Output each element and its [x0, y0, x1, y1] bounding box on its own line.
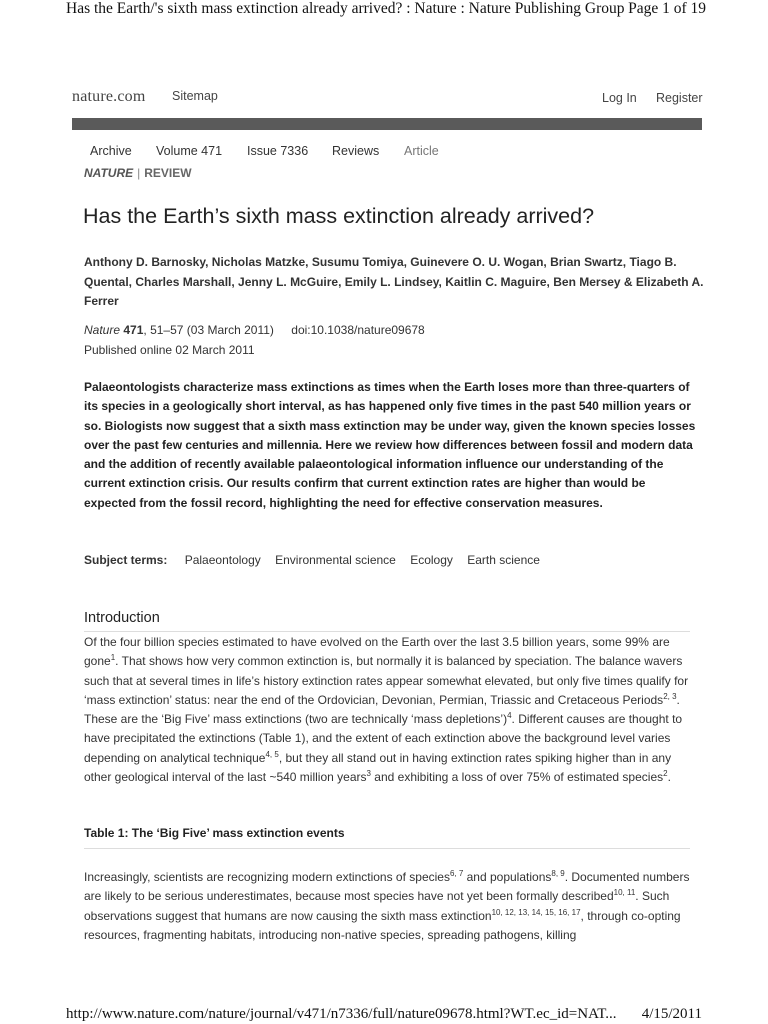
nature-logo[interactable]: nature.com: [72, 88, 146, 105]
breadcrumb-reviews[interactable]: Reviews: [332, 144, 380, 158]
breadcrumb-issue[interactable]: Issue 7336: [247, 144, 309, 158]
reference-link[interactable]: 3: [366, 769, 371, 779]
reference-link[interactable]: 2: [663, 769, 668, 779]
introduction-heading: Introduction: [84, 610, 160, 626]
print-footer-url: http://www.nature.com/nature/journal/v471/n7336/full/nature09678.html?WT.ec_id=NAT...: [66, 1006, 617, 1022]
journal-label[interactable]: NATURE: [84, 166, 134, 180]
intro-paragraph-1: Of the four billion species estimated to have evolved on the Earth over the last 3.5 billion years, some 99% are gone$^1$. That shows how very common extinction is, but normally it is balanced by speciation. The balance wavers such that at several times in life’s history extinction rates appear somewhat elevated, but only five times qualify for ‘mass extinction’ status: near the end of the Ordovician, Devonian, Permian, Triassic and Cretaceous Periods$^{2, 3}$. These are the ‘Big Five’ mass extinctions (two are technically ‘mass depletions’)$^4$. Different causes are thought to have precipitated the extinctions (Table 1), and the extent of each extinction above the background level varies depending on analytical technique$^{4, 5}$, but they all stand out in having extinction rates spiking higher than in any other geological interval of the last ~540 million years$^3$ and exhibiting a loss of over 75% of estimated species$^2$.: [84, 635, 689, 785]
section-separator: |: [137, 166, 141, 180]
reference-link[interactable]: 1: [110, 653, 116, 663]
subject-term-link[interactable]: Environmental science: [275, 553, 396, 567]
section-rule: [84, 631, 690, 632]
citation-volume: 471: [123, 323, 144, 337]
subject-term-link[interactable]: Palaeontology: [184, 553, 261, 567]
article-type-label[interactable]: REVIEW: [144, 166, 192, 180]
reference-link[interactable]: 8, 9: [551, 869, 565, 878]
reference-link[interactable]: 10, 11: [613, 888, 636, 898]
breadcrumb-volume[interactable]: Volume 471: [156, 144, 223, 158]
breadcrumb-article: Article: [404, 144, 439, 158]
sitemap-link[interactable]: Sitemap: [172, 89, 218, 103]
reference-link[interactable]: 4, 5: [265, 749, 279, 759]
intro-paragraph-2: Increasingly, scientists are recognizing modern extinctions of species$^{6, 7}$ and populations$^{8, 9}$. Documented numbers are likely to be serious underestimates, because most species have not yet been formally described$^{10, 11}$. Such observations suggest that humans are now causing the sixth mass extinction$^{10, 12, 13, 14, 15, 16, 17}$, through co-opting resources, fragmenting habitats, introducing non-native species, spreading pathogens, killing: [84, 869, 690, 942]
subject-terms: [84, 553, 551, 567]
subject-term-link[interactable]: Ecology: [410, 553, 453, 567]
site-header: [72, 88, 702, 108]
reference-link[interactable]: 4: [507, 711, 512, 721]
section-label: [84, 166, 192, 180]
article-title: Has the Earth’s sixth mass extinction already arrived?: [83, 204, 595, 228]
table-1-heading[interactable]: Table 1: The ‘Big Five’ mass extinction events: [84, 826, 345, 840]
header-divider-bar: [72, 118, 702, 130]
abstract: Palaeontologists characterize mass extinctions as times when the Earth loses more than three-quarters of its species in a geologically short interval, as has happened only five times in the past 540 million years or so. Biologists now suggest that a sixth mass extinction may be under way, given the known species losses over the past few centuries and millennia. Here we review how differences between fossil and modern data and the addition of recently available palaeontological information influence our understanding of the current extinction crisis. Our results confirm that current extinction rates are higher than would be expected from the fossil record, highlighting the need for effective conservation measures.: [84, 380, 696, 510]
citation-line: [84, 320, 425, 340]
print-footer: [66, 1006, 702, 1023]
published-date: Published online 02 March 2011: [84, 343, 255, 357]
subject-term-link[interactable]: Earth science: [467, 553, 540, 567]
print-header: [66, 0, 706, 18]
reference-link[interactable]: 6, 7: [449, 869, 464, 878]
print-footer-date: 4/15/2011: [641, 1006, 702, 1022]
reference-link[interactable]: 2, 3: [663, 691, 677, 701]
print-header-page: Page 1 of 19: [628, 0, 706, 17]
subject-terms-label: Subject terms:: [84, 553, 168, 567]
reference-link[interactable]: 10, 12, 13, 14, 15, 16, 17: [491, 907, 581, 917]
author-list[interactable]: Anthony D. Barnosky, Nicholas Matzke, Susumu Tomiya, Guinevere O. U. Wogan, Brian Swartz, Tiago B. Quental, Charles Marshall, Jenny L. McGuire, Emily L. Lindsey, Kaitlin C. Maguire, Ben Mersey & Elizabeth A. Ferrer: [84, 255, 704, 308]
register-link[interactable]: Register: [656, 91, 703, 105]
citation: [84, 320, 425, 360]
citation-pages: , 51–57 (03 March 2011): [143, 323, 274, 337]
table-rule: [84, 848, 690, 849]
breadcrumb-archive[interactable]: Archive: [90, 144, 132, 158]
citation-journal: Nature: [84, 323, 121, 337]
print-header-title: Has the Earth/'s sixth mass extinction already arrived? : Nature : Nature Publishing Group: [66, 0, 625, 17]
doi: doi:10.1038/nature09678: [291, 323, 425, 337]
login-link[interactable]: Log In: [602, 91, 637, 105]
